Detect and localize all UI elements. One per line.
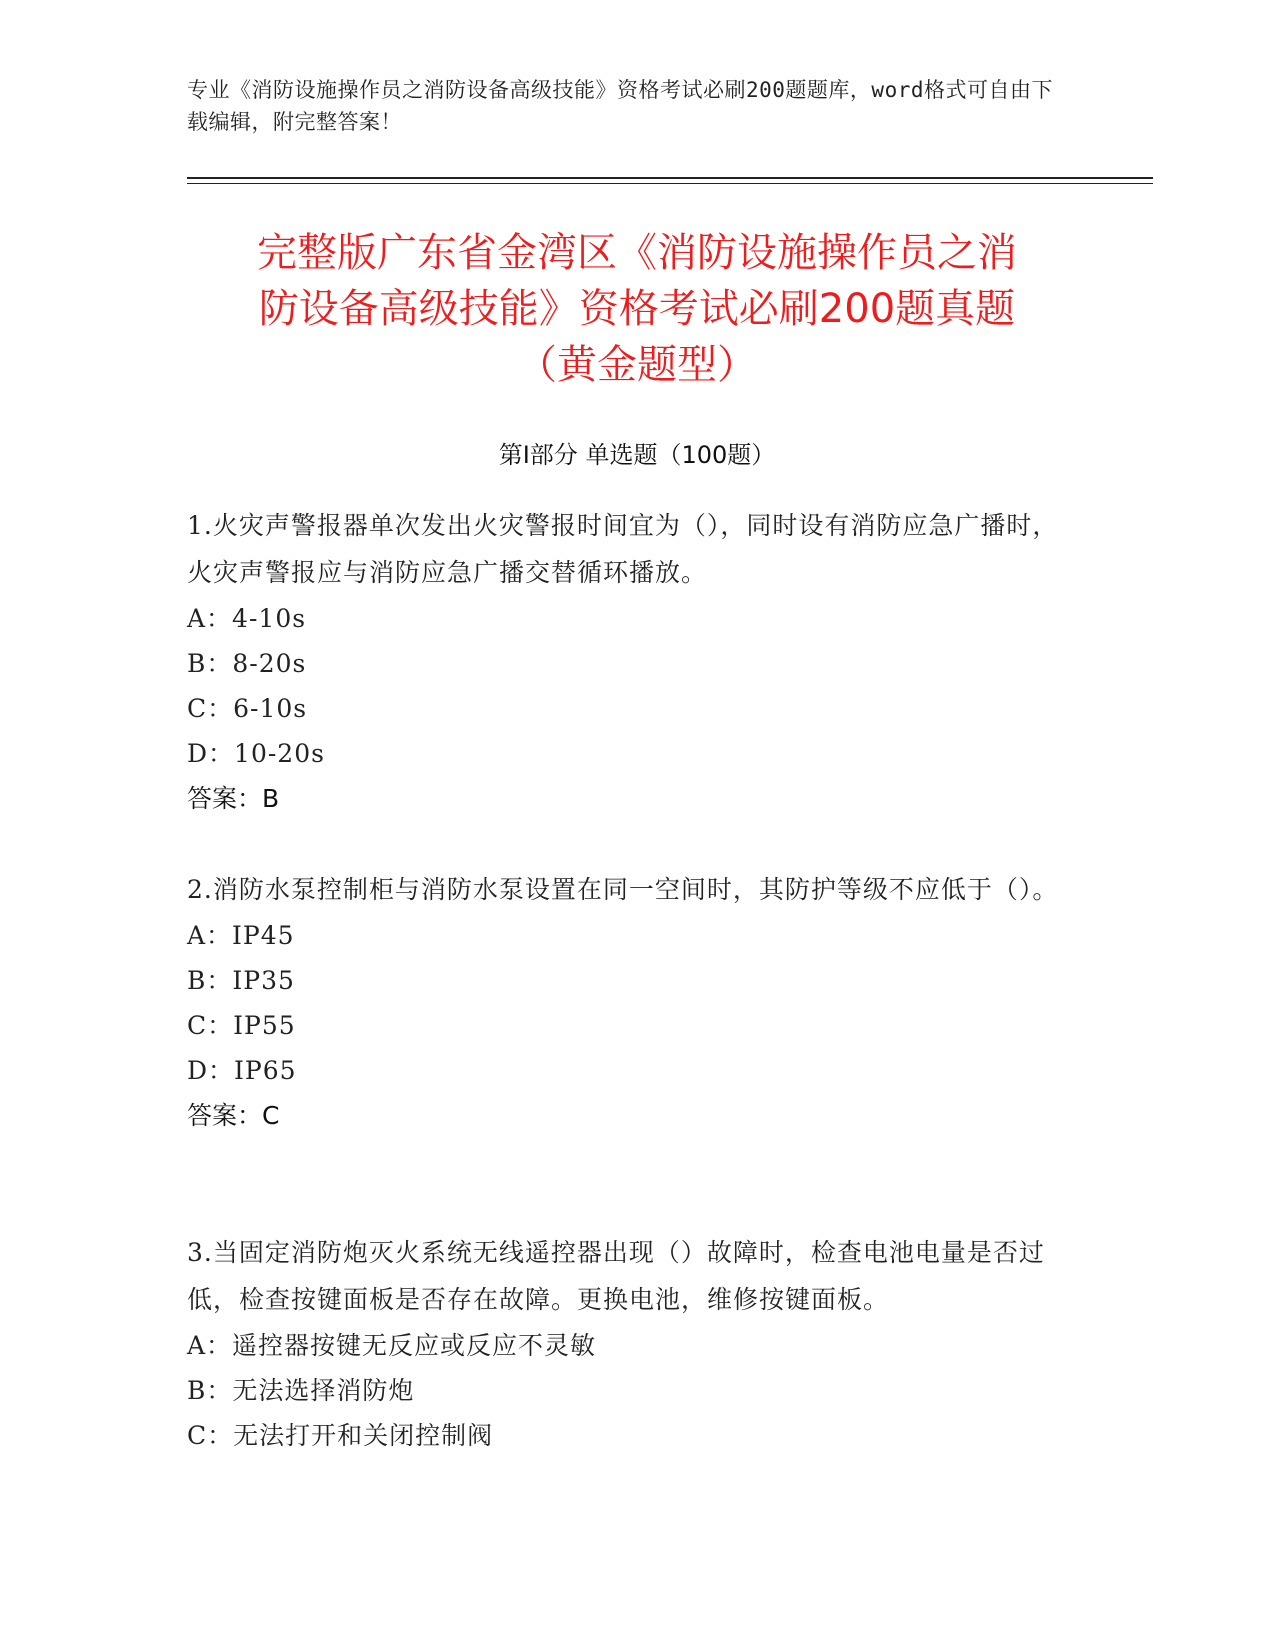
option-b: B：无法选择消防炮 [187,1376,415,1405]
question-item [187,866,1067,1138]
option-c: C：IP55 [187,1011,296,1040]
question-stem: 2.消防水泵控制柜与消防水泵设置在同一空间时，其防护等级不应低于（）。 [187,875,1059,904]
header-note: 专业《消防设施操作员之消防设备高级技能》资格考试必刷200题题库，word格式可自由下载编辑，附完整答案！ [187,78,1053,134]
option-d: D：10-20s [187,739,325,768]
option-c: C：无法打开和关闭控制阀 [187,1421,494,1450]
title-line: 防设备高级技能》资格考试必刷200题真题 [258,286,1016,332]
title-line: （黄金题型） [517,342,757,388]
section-title: 第I部分 单选题（100题） [498,441,776,469]
option-b: B：8-20s [187,649,307,678]
option-d: D：IP65 [187,1056,297,1085]
document-title [187,225,1087,393]
question-item [187,1229,1067,1458]
option-b: B：IP35 [187,966,295,995]
question-item [187,502,1067,821]
option-a: A：遥控器按键无反应或反应不灵敏 [187,1331,597,1360]
title-line: 完整版广东省金湾区《消防设施操作员之消 [257,230,1017,276]
option-a: A：IP45 [187,921,295,950]
option-a: A：4-10s [187,604,307,633]
question-stem: 3.当固定消防炮灭火系统无线遥控器出现（）故障时，检查电池电量是否过低，检查按键面板是否存在故障。更换电池，维修按键面板。 [187,1238,1045,1314]
question-stem: 1.火灾声警报器单次发出火灾警报时间宜为（），同时设有消防应急广播时，火灾声警报应与消防应急广播交替循环播放。 [187,511,1059,587]
header-divider-thick [187,177,1153,179]
answer-text: 答案：C [187,1101,280,1130]
answer-text: 答案：B [187,784,280,813]
option-c: C：6-10s [187,694,308,723]
header-divider-thin [187,183,1153,184]
